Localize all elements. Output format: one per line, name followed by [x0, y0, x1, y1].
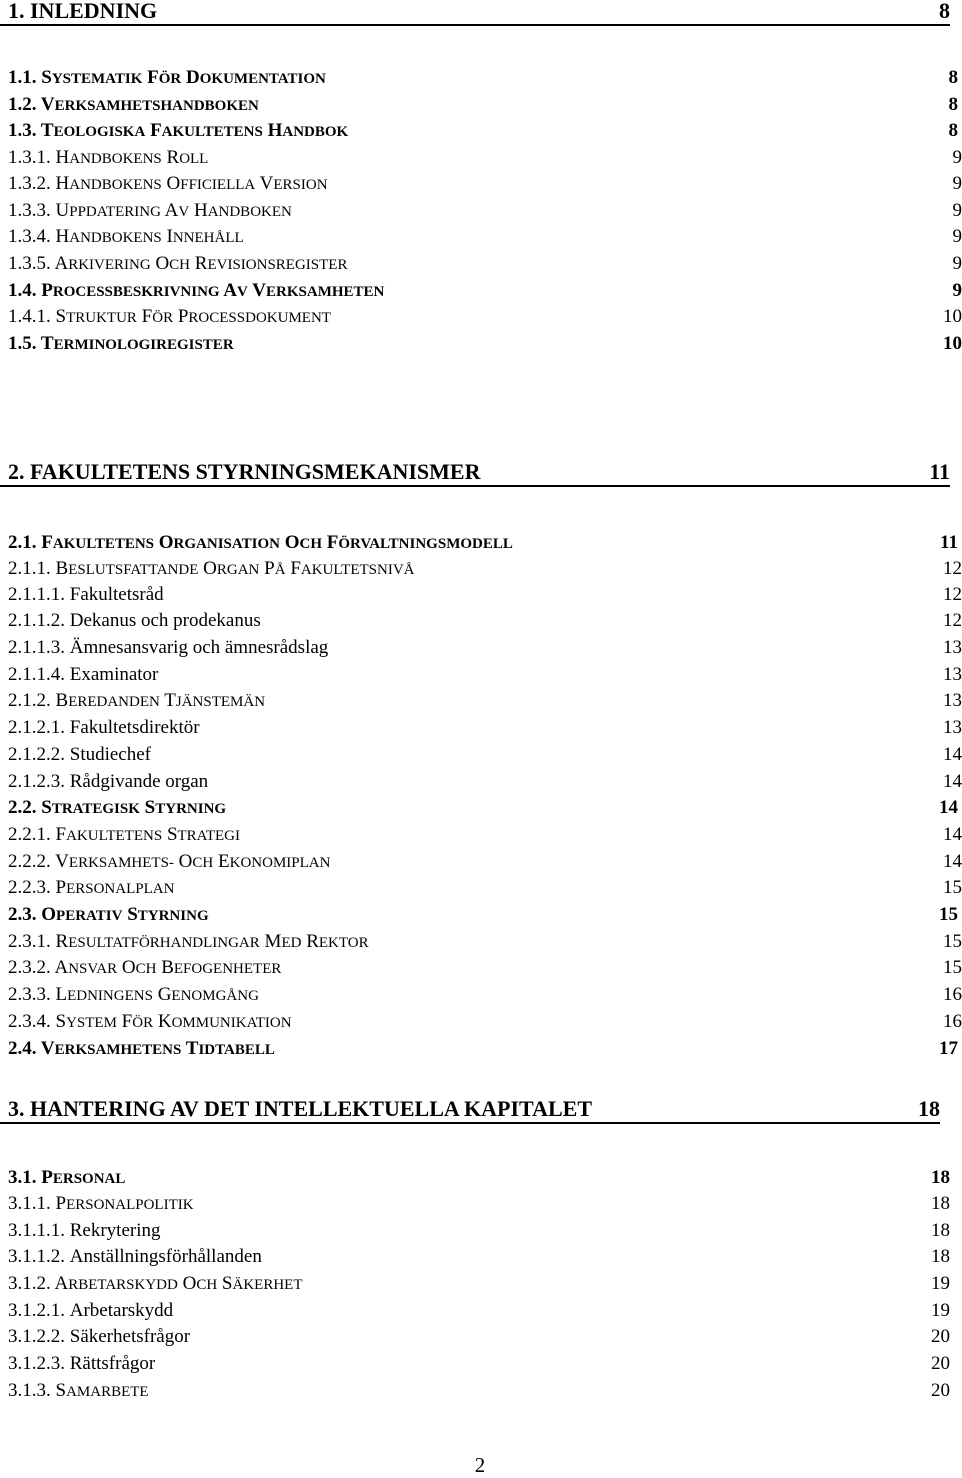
toc-entry[interactable] — [0, 300, 962, 326]
toc-entry[interactable] — [0, 791, 958, 817]
toc-entry-label — [8, 1354, 155, 1373]
toc-entry-page: 12 — [943, 610, 962, 631]
toc-entry-title: Rekrytering — [69, 1220, 161, 1241]
toc-entry-title: HANDBOKENS INNEHÅLL — [55, 226, 244, 247]
toc-entry[interactable] — [0, 114, 958, 140]
toc-entry-label — [8, 307, 331, 326]
toc-entry-page: 8 — [948, 67, 958, 88]
toc-entry[interactable] — [0, 951, 962, 977]
toc-entry-label — [8, 585, 164, 604]
toc-entry-title: ANSVAR OCH BEFOGENHETER — [54, 957, 282, 978]
toc-entry-title: RESULTATFÖRHANDLINGAR MED REKTOR — [55, 931, 369, 952]
toc-entry-title: PROCESSBESKRIVNING AV VERKSAMHETEN — [41, 280, 385, 301]
toc-entry[interactable] — [0, 1161, 950, 1187]
toc-entry-page: 13 — [943, 717, 962, 738]
toc-entry-number: 3.1.2. — [8, 1273, 51, 1294]
toc-entry-label — [8, 1221, 161, 1240]
toc-entry-number: 2. — [8, 459, 25, 484]
toc-entry[interactable] — [0, 526, 958, 552]
toc-entry[interactable] — [0, 1214, 950, 1240]
toc-entry-title: PERSONALPLAN — [55, 877, 175, 898]
toc-entry[interactable] — [0, 765, 962, 791]
toc-entry-label — [8, 95, 259, 114]
toc-entry[interactable] — [0, 167, 962, 193]
toc-entry[interactable] — [0, 631, 962, 657]
toc-entry-page: 18 — [931, 1167, 950, 1188]
toc-entry-number: 3.1.1.2. — [8, 1246, 65, 1267]
toc-entry-title: STRATEGISK STYRNING — [41, 797, 227, 818]
toc-entry-label — [8, 174, 328, 193]
toc-entry[interactable] — [0, 220, 962, 246]
toc-entry[interactable] — [0, 1187, 950, 1213]
toc-entry-number: 2.2.3. — [8, 877, 51, 898]
toc-entry-title: PERSONAL — [41, 1167, 126, 1188]
toc-entry-number: 2.2.1. — [8, 824, 51, 845]
toc-entry-number: 3.1. — [8, 1167, 37, 1188]
toc-entry-label — [8, 905, 209, 924]
toc-entry[interactable] — [0, 247, 962, 273]
toc-entry-title: FAKULTETENS STYRNINGSMEKANISMER — [30, 459, 481, 484]
toc-entry[interactable] — [0, 327, 962, 353]
toc-entry[interactable] — [0, 1240, 950, 1266]
toc-entry[interactable] — [0, 738, 962, 764]
toc-entry-title: OPERATIV STYRNING — [41, 904, 209, 925]
toc-entry-number: 2.1.2. — [8, 690, 51, 711]
toc-entry-label — [8, 985, 259, 1004]
toc-entry[interactable] — [0, 1294, 950, 1320]
toc-entry[interactable] — [0, 1320, 950, 1346]
toc-entry-page: 12 — [943, 558, 962, 579]
toc-entry[interactable] — [0, 578, 962, 604]
toc-entry-number: 2.1.1.2. — [8, 610, 65, 631]
toc-entry-number: 1.3.1. — [8, 147, 51, 168]
toc-entry-number: 2.1.1.1. — [8, 584, 65, 605]
toc-entry-title: Examinator — [69, 664, 159, 685]
toc-entry-title: UPPDATERING AV HANDBOKEN — [55, 200, 292, 221]
toc-entry-title: Ämnesansvarig och ämnesrådslag — [69, 637, 329, 658]
toc-entry-page: 15 — [943, 877, 962, 898]
toc-entry-title: Fakultetsdirektör — [69, 717, 200, 738]
toc-entry-page: 9 — [952, 226, 962, 247]
toc-entry-title: Arbetarskydd — [69, 1300, 174, 1321]
toc-entry-page: 10 — [943, 333, 962, 354]
toc-entry[interactable] — [0, 552, 962, 578]
toc-entry-title: Fakultetsråd — [69, 584, 164, 605]
toc-entry-page: 9 — [952, 173, 962, 194]
toc-entry-page: 18 — [931, 1193, 950, 1214]
toc-entry-page: 14 — [939, 797, 958, 818]
toc-entry-page: 11 — [929, 459, 950, 484]
toc-entry[interactable] — [0, 459, 950, 487]
toc-entry-title: BEREDANDEN TJÄNSTEMÄN — [55, 690, 266, 711]
toc-entry-title: SAMARBETE — [55, 1380, 149, 1401]
toc-entry-page: 15 — [943, 957, 962, 978]
toc-entry-title: STRUKTUR FÖR PROCESSDOKUMENT — [55, 306, 331, 327]
toc-entry-number: 2.3.1. — [8, 931, 51, 952]
toc-entry[interactable] — [0, 684, 962, 710]
toc-entry[interactable] — [0, 898, 958, 924]
toc-entry-number: 2.1.1. — [8, 558, 51, 579]
toc-entry-label — [8, 1381, 149, 1400]
toc-entry-page: 13 — [943, 664, 962, 685]
toc-entry[interactable] — [0, 818, 962, 844]
toc-entry[interactable] — [0, 604, 962, 630]
toc-entry[interactable] — [0, 1096, 940, 1124]
toc-entry[interactable] — [0, 658, 962, 684]
toc-entry-label — [8, 798, 226, 817]
toc-entry-page: 20 — [931, 1326, 950, 1347]
toc-entry-label — [8, 611, 261, 630]
toc-entry-label — [8, 878, 174, 897]
toc-entry-page: 10 — [943, 306, 962, 327]
toc-entry-title: TERMINOLOGIREGISTER — [40, 333, 234, 354]
toc-entry[interactable] — [0, 61, 958, 87]
toc-entry-number: 2.2.2. — [8, 851, 51, 872]
toc-entry-number: 1.3.2. — [8, 173, 51, 194]
toc-entry-number: 2.3. — [8, 904, 37, 925]
toc-entry-number: 1.4.1. — [8, 306, 51, 327]
toc-entry-label — [8, 1301, 173, 1320]
toc-entry-title: VERKSAMHETENS TIDTABELL — [40, 1038, 275, 1059]
toc-entry-label — [8, 1098, 592, 1120]
toc-entry-number: 3.1.3. — [8, 1380, 51, 1401]
toc-entry-title: Anställningsförhållanden — [69, 1246, 262, 1267]
toc-entry-page: 14 — [943, 851, 962, 872]
toc-entry-number: 2.2. — [8, 797, 37, 818]
page-number: 2 — [474, 1453, 486, 1477]
toc-entry[interactable] — [0, 141, 962, 167]
toc-entry-label — [8, 533, 513, 552]
toc-entry-number: 2.1.2.2. — [8, 744, 65, 765]
toc-entry-label — [8, 1194, 194, 1213]
toc-entry-title: HANDBOKENS ROLL — [55, 147, 209, 168]
toc-entry-label — [8, 932, 369, 951]
toc-entry[interactable] — [0, 871, 962, 897]
toc-entry-label — [8, 227, 244, 246]
toc-entry-title: SYSTEM FÖR KOMMUNIKATION — [55, 1011, 292, 1032]
toc-entry-title: FAKULTETENS STRATEGI — [55, 824, 241, 845]
toc-entry-label — [8, 148, 208, 167]
toc-entry-page: 18 — [931, 1246, 950, 1267]
toc-entry-page: 12 — [943, 584, 962, 605]
toc-entry-label — [8, 121, 348, 140]
toc-entry-page: 8 — [939, 0, 950, 23]
toc-entry-title: PERSONALPOLITIK — [55, 1193, 194, 1214]
toc-entry-label — [8, 1012, 292, 1031]
toc-entry-page: 14 — [943, 771, 962, 792]
toc-entry-label — [8, 1274, 303, 1293]
toc-entry[interactable] — [0, 925, 962, 951]
toc-entry-title: TEOLOGISKA FAKULTETENS HANDBOK — [40, 120, 349, 141]
toc-entry-page: 8 — [948, 94, 958, 115]
toc-entry-title: Dekanus och prodekanus — [69, 610, 261, 631]
toc-entry-label — [8, 665, 158, 684]
toc-entry-page: 15 — [939, 904, 958, 925]
toc-entry-page: 20 — [931, 1380, 950, 1401]
toc-entry-label — [8, 334, 234, 353]
toc-entry-page: 9 — [952, 253, 962, 274]
toc-entry-number: 3.1.2.1. — [8, 1300, 65, 1321]
toc-entry-title: SYSTEMATIK FÖR DOKUMENTATION — [41, 67, 326, 88]
toc-entry-page: 11 — [940, 532, 958, 553]
toc-entry-label — [8, 559, 415, 578]
toc-entry-label — [8, 1327, 190, 1346]
toc-entry-page: 19 — [931, 1300, 950, 1321]
toc-entry-label — [8, 281, 384, 300]
toc-entry-number: 1.3. — [8, 120, 37, 141]
toc-entry-number: 3.1.1. — [8, 1193, 51, 1214]
toc-entry-title: ARKIVERING OCH REVISIONSREGISTER — [54, 253, 348, 274]
toc-entry-label — [8, 201, 292, 220]
toc-entry-title: Studiechef — [69, 744, 152, 765]
toc-entry-number: 1.2. — [8, 94, 37, 115]
toc-entry-title: HANTERING AV DET INTELLEKTUELLA KAPITALET — [30, 1096, 592, 1121]
toc-entry-label — [8, 0, 157, 22]
toc-entry-page: 9 — [952, 280, 962, 301]
toc-entry-label — [8, 718, 200, 737]
toc-entry-title: LEDNINGENS GENOMGÅNG — [55, 984, 259, 1005]
toc-entry-title: HANDBOKENS OFFICIELLA VERSION — [55, 173, 328, 194]
toc-entry-number: 1.3.4. — [8, 226, 51, 247]
toc-entry-page: 17 — [939, 1038, 958, 1059]
toc-entry-label — [8, 1247, 262, 1266]
toc-entry[interactable] — [0, 88, 958, 114]
toc-entry-title: Rättsfrågor — [69, 1353, 156, 1374]
toc-entry-title: FAKULTETENS ORGANISATION OCH FÖRVALTNINGSMODELL — [41, 532, 513, 553]
toc-entry-number: 1.4. — [8, 280, 37, 301]
toc-entry-number: 2.3.3. — [8, 984, 51, 1005]
toc-entry-page: 14 — [943, 744, 962, 765]
toc-entry-number: 1.3.3. — [8, 200, 51, 221]
toc-entry-page: 13 — [943, 690, 962, 711]
toc-entry[interactable] — [0, 711, 962, 737]
toc-entry[interactable] — [0, 978, 962, 1004]
toc-entry-page: 19 — [931, 1273, 950, 1294]
toc-entry-label — [8, 638, 328, 657]
toc-entry-title: VERKSAMHETS- OCH EKONOMIPLAN — [55, 851, 331, 872]
toc-entry-title: BESLUTSFATTANDE ORGAN PÅ FAKULTETSNIVÅ — [55, 558, 415, 579]
toc-entry-number: 2.1.2.1. — [8, 717, 65, 738]
toc-entry[interactable] — [0, 1005, 962, 1031]
toc-entry-number: 2.3.4. — [8, 1011, 51, 1032]
toc-entry-label — [8, 852, 330, 871]
toc-entry[interactable] — [0, 194, 962, 220]
toc-entry-page: 16 — [943, 1011, 962, 1032]
toc-entry-number: 3.1.2.3. — [8, 1353, 65, 1374]
toc-entry[interactable] — [0, 1032, 958, 1058]
toc-entry-label — [8, 825, 240, 844]
toc-entry-page: 13 — [943, 637, 962, 658]
toc-entry-page: 9 — [952, 200, 962, 221]
toc-entry[interactable] — [0, 1267, 950, 1293]
toc-entry-label — [8, 958, 281, 977]
toc-entry-label — [8, 254, 347, 273]
toc-entry-page: 9 — [952, 147, 962, 168]
toc-entry-number: 1.5. — [8, 333, 37, 354]
toc-entry-number: 1.1. — [8, 67, 37, 88]
toc-entry-number: 2.1.1.3. — [8, 637, 65, 658]
toc-entry-page: 18 — [918, 1096, 940, 1121]
toc-entry-title: Rådgivande organ — [69, 771, 209, 792]
toc-entry-title: Säkerhetsfrågor — [69, 1326, 191, 1347]
toc-entry-page: 20 — [931, 1353, 950, 1374]
toc-entry-number: 2.1. — [8, 532, 37, 553]
toc-entry-page: 16 — [943, 984, 962, 1005]
toc-entry-number: 2.1.2.3. — [8, 771, 65, 792]
toc-entry[interactable] — [0, 0, 950, 26]
toc-entry[interactable] — [0, 274, 962, 300]
toc-entry-number: 2.4. — [8, 1038, 37, 1059]
toc-entry-label — [8, 691, 265, 710]
toc-entry-title: ARBETARSKYDD OCH SÄKERHET — [54, 1273, 303, 1294]
toc-entry-number: 3.1.1.1. — [8, 1220, 65, 1241]
toc-entry-page: 15 — [943, 931, 962, 952]
toc-entry[interactable] — [0, 1347, 950, 1373]
toc-entry-page: 14 — [943, 824, 962, 845]
toc-entry-number: 2.3.2. — [8, 957, 51, 978]
toc-entry[interactable] — [0, 845, 962, 871]
toc-entry-title: INLEDNING — [30, 0, 158, 23]
toc-entry-label — [8, 68, 326, 87]
toc-entry-number: 3.1.2.2. — [8, 1326, 65, 1347]
toc-entry-page: 18 — [931, 1220, 950, 1241]
toc-entry-label — [8, 461, 480, 483]
toc-entry[interactable] — [0, 1374, 950, 1400]
toc-entry-number: 3. — [8, 1096, 25, 1121]
toc-entry-number: 2.1.1.4. — [8, 664, 65, 685]
toc-entry-number: 1.3.5. — [8, 253, 51, 274]
toc-entry-label — [8, 772, 208, 791]
toc-entry-page: 8 — [948, 120, 958, 141]
toc-entry-number: 1. — [8, 0, 25, 23]
toc-entry-label — [8, 1039, 275, 1058]
toc-entry-title: VERKSAMHETSHANDBOKEN — [40, 94, 259, 115]
toc-entry-label — [8, 1168, 125, 1187]
toc-entry-label — [8, 745, 151, 764]
